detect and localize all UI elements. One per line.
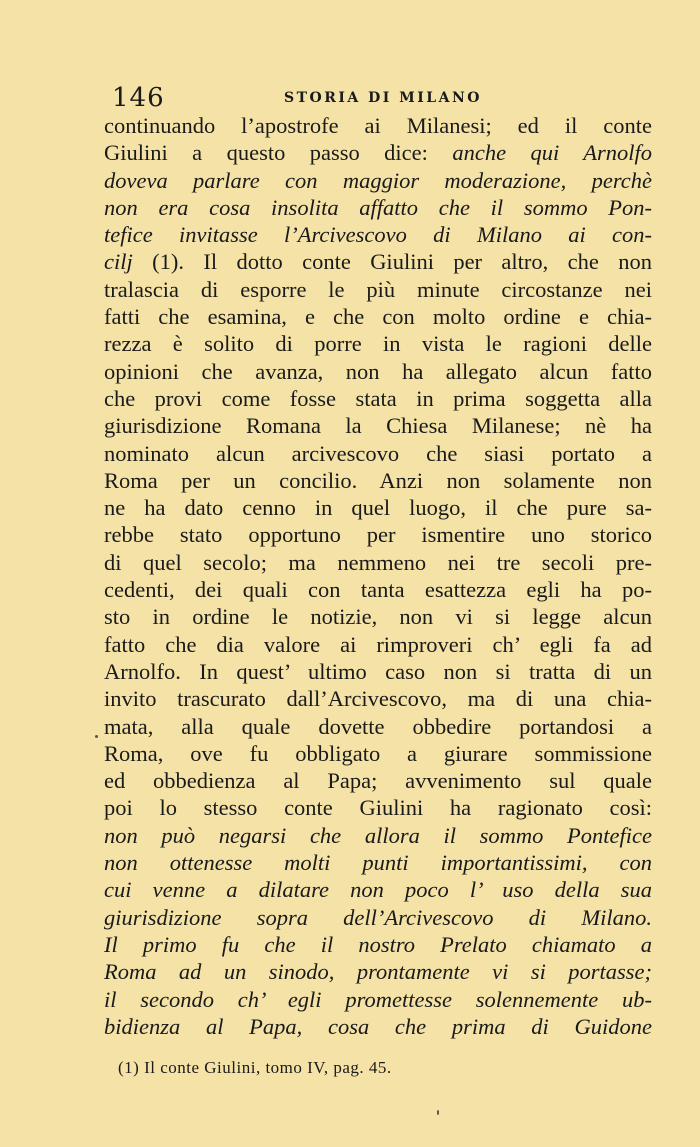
italic-text-segment: il secondo ch’ egli promettesse solennemente ub- bbox=[104, 986, 652, 1012]
italic-text-segment: anche qui Arnolfo bbox=[452, 140, 652, 166]
text-segment: continuando l’apostrofe ai Milanesi; ed il conte bbox=[104, 113, 652, 138]
text-line bbox=[104, 685, 652, 712]
italic-text-segment: cilj bbox=[104, 249, 133, 275]
italic-text-segment: giurisdizione sopra dell’Arcivescovo di Milano. bbox=[104, 904, 652, 930]
italic-text-segment: Il primo fu che il nostro Prelato chiamato a bbox=[104, 931, 652, 957]
text-line bbox=[104, 167, 652, 194]
text-line bbox=[104, 112, 652, 139]
text-segment: nominato alcun arcivescovo che siasi portato a bbox=[104, 440, 652, 466]
body-text bbox=[104, 112, 652, 1040]
text-line bbox=[104, 248, 652, 275]
text-segment: poi lo stesso conte Giulini ha ragionato così: bbox=[104, 795, 652, 821]
text-segment: ed obbedienza al Papa; avvenimento sul quale bbox=[104, 768, 652, 794]
text-segment: invito trascurato dall’Arcivescovo, ma di una chia- bbox=[104, 686, 652, 712]
text-line bbox=[104, 849, 652, 876]
text-line bbox=[104, 139, 652, 166]
text-line bbox=[104, 822, 652, 849]
text-line bbox=[104, 740, 652, 767]
text-line bbox=[104, 385, 652, 412]
text-line bbox=[104, 986, 652, 1013]
text-line bbox=[104, 467, 652, 494]
text-line bbox=[104, 276, 652, 303]
text-segment: Arnolfo. In quest’ ultimo caso non si tratta di un bbox=[104, 658, 652, 684]
text-segment: tralascia di esporre le più minute circostanze nei bbox=[104, 276, 652, 302]
text-line bbox=[104, 767, 652, 794]
text-line bbox=[104, 904, 652, 931]
page-number: 146 bbox=[112, 83, 165, 113]
margin-speck bbox=[95, 735, 98, 738]
text-line bbox=[104, 958, 652, 985]
italic-text-segment: non ottenesse molti punti importantissimi, con bbox=[104, 850, 652, 876]
text-line bbox=[104, 713, 652, 740]
text-segment: sto in ordine le notizie, non vi si legge alcun bbox=[104, 604, 652, 630]
text-segment: fatti che esamina, e che con molto ordine e chia- bbox=[104, 304, 652, 330]
text-segment: (1). Il dotto conte Giulini per altro, che non bbox=[132, 249, 652, 275]
text-segment: giurisdizione Romana la Chiesa Milanese; nè ha bbox=[104, 413, 652, 439]
text-segment: che provi come fosse stata in prima soggetta alla bbox=[104, 385, 652, 411]
text-line bbox=[104, 412, 652, 439]
italic-text-segment: doveva parlare con maggior moderazione, perchè bbox=[104, 167, 652, 193]
running-title: STORIA DI MILANO bbox=[284, 90, 482, 106]
text-segment: ne ha dato cenno in quel luogo, il che pure sa- bbox=[104, 495, 652, 521]
text-segment: di quel secolo; ma nemmeno nei tre secoli pre- bbox=[104, 549, 652, 575]
text-segment: rebbe stato opportuno per ismentire uno storico bbox=[104, 522, 652, 548]
text-segment: fatto che dia valore ai rimproveri ch’ egli fa ad bbox=[104, 631, 652, 657]
text-line bbox=[104, 576, 652, 603]
italic-text-segment: Roma ad un sinodo, prontamente vi si portasse; bbox=[104, 959, 652, 985]
text-line bbox=[104, 440, 652, 467]
running-head bbox=[112, 83, 652, 113]
text-line bbox=[104, 794, 652, 821]
text-line bbox=[104, 876, 652, 903]
footnote: (1) Il conte Giulini, tomo IV, pag. 45. bbox=[118, 1058, 392, 1077]
text-segment: Roma, ove fu obbligato a giurare sommissione bbox=[104, 740, 652, 766]
italic-text-segment: cui venne a dilatare non poco l’ uso della sua bbox=[104, 877, 652, 903]
text-line bbox=[104, 931, 652, 958]
italic-text-segment: non era cosa insolita affatto che il sommo Pon- bbox=[104, 194, 652, 220]
text-line bbox=[104, 631, 652, 658]
text-line bbox=[104, 549, 652, 576]
bottom-speck bbox=[437, 1110, 439, 1115]
text-segment: cedenti, dei quali con tanta esattezza egli ha po- bbox=[104, 577, 652, 603]
text-line bbox=[104, 330, 652, 357]
text-segment: Roma per un concilio. Anzi non solamente non bbox=[104, 467, 652, 493]
text-line bbox=[104, 494, 652, 521]
italic-text-segment: tefice invitasse l’Arcivescovo di Milano ai con- bbox=[104, 222, 652, 248]
text-line bbox=[104, 603, 652, 630]
text-line bbox=[104, 358, 652, 385]
text-segment: opinioni che avanza, non ha allegato alcun fatto bbox=[104, 358, 652, 384]
text-line bbox=[104, 194, 652, 221]
italic-text-segment: bidienza al Papa, cosa che prima di Guidone bbox=[104, 1013, 652, 1039]
text-segment: rezza è solito di porre in vista le ragioni delle bbox=[104, 331, 652, 357]
text-segment: Giulini a questo passo dice: bbox=[104, 140, 453, 166]
text-line bbox=[104, 1013, 652, 1040]
text-line bbox=[104, 221, 652, 248]
text-line bbox=[104, 303, 652, 330]
italic-text-segment: non può negarsi che allora il sommo Pontefice bbox=[104, 822, 652, 848]
text-segment: mata, alla quale dovette obbedire portandosi a bbox=[104, 713, 652, 739]
text-line bbox=[104, 658, 652, 685]
text-line bbox=[104, 521, 652, 548]
